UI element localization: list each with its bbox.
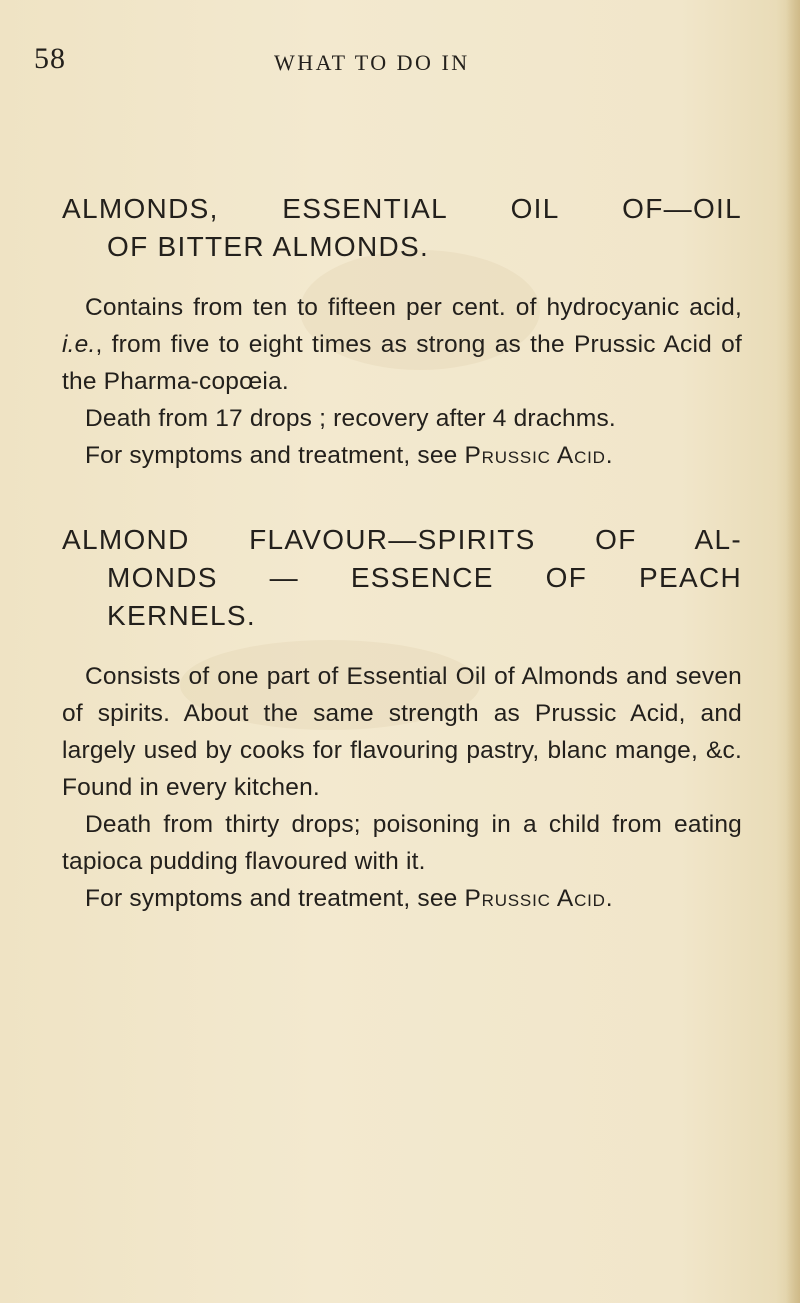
entry-body bbox=[62, 289, 742, 474]
heading-line: KERNELS. bbox=[107, 600, 256, 631]
italic-abbreviation: i.e. bbox=[62, 331, 96, 358]
cross-reference-term: Prussic Acid bbox=[464, 885, 606, 912]
heading-line: MONDS — ESSENCE OF PEACH bbox=[107, 562, 742, 593]
entry-body bbox=[62, 658, 742, 917]
text-run: Contains from ten to fifteen per cent. of hydrocyanic acid, bbox=[85, 294, 742, 321]
text-run: For symptoms and treatment, see bbox=[85, 442, 465, 469]
text-run: , from five to eight times as strong as the Prussic Acid of the Pharma-copœia. bbox=[62, 331, 742, 395]
entry-heading bbox=[62, 190, 742, 266]
paragraph-cross-reference bbox=[62, 437, 742, 474]
paragraph-cross-reference bbox=[62, 880, 742, 917]
heading-line: ALMOND FLAVOUR—SPIRITS OF AL- bbox=[62, 524, 742, 555]
text-run: . bbox=[605, 885, 613, 912]
page-edge-shadow bbox=[786, 0, 800, 1303]
running-head bbox=[34, 42, 754, 82]
paragraph-fatal-dose: Death from 17 drops ; recovery after 4 drachms. bbox=[85, 405, 616, 432]
page-content bbox=[62, 190, 742, 917]
page-number: 58 bbox=[34, 42, 66, 75]
paragraph-description bbox=[62, 289, 742, 400]
text-run: . bbox=[605, 442, 613, 469]
text-run: For symptoms and treatment, see bbox=[85, 885, 465, 912]
paragraph-description: Consists of one part of Essential Oil of Almonds and seven of spirits. About the same strength as Prussic Acid, and largely used by cooks for flavouring pastry, blanc mange, &c. Found in every kitchen. bbox=[62, 663, 742, 801]
heading-line: ALMONDS, ESSENTIAL OIL OF—OIL bbox=[62, 193, 742, 224]
paragraph-fatal-dose: Death from thirty drops; poisoning in a child from eating tapioca pudding flavoured with it. bbox=[62, 811, 742, 875]
entry-almonds-essential-oil bbox=[62, 190, 742, 474]
running-title: WHAT TO DO IN bbox=[274, 50, 470, 75]
entry-almond-flavour bbox=[62, 521, 742, 917]
cross-reference-term: Prussic Acid bbox=[464, 442, 606, 469]
entry-heading bbox=[62, 521, 742, 635]
heading-line: OF BITTER ALMONDS. bbox=[107, 231, 430, 262]
